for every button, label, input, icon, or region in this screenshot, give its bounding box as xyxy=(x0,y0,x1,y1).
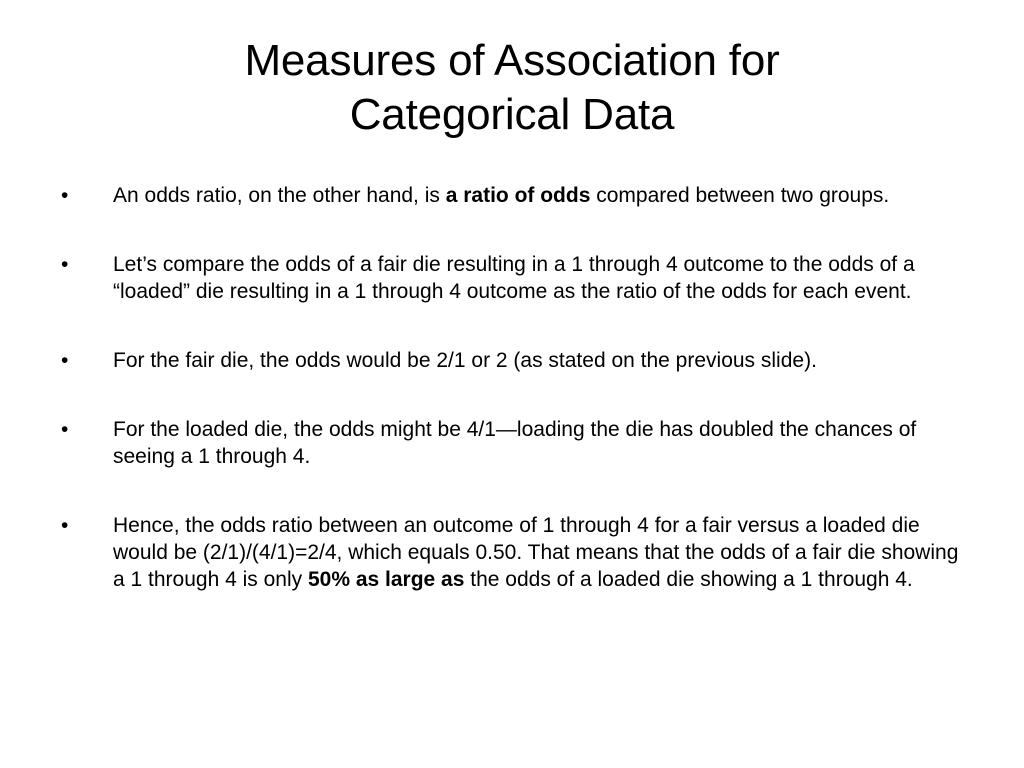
bullet-text xyxy=(113,514,958,591)
bullet-item-4 xyxy=(58,416,968,470)
slide-title xyxy=(110,34,914,142)
bullet-item-5 xyxy=(58,512,968,593)
bullet-text-segment: the odds of a loaded die showing a 1 through 4. xyxy=(464,568,913,591)
bullet-item-1 xyxy=(58,182,968,209)
bullet-bold-text: 50% as large as xyxy=(307,568,465,591)
bullet-point-icon: • xyxy=(61,514,69,537)
bullet-point-icon: • xyxy=(61,184,69,207)
bullet-text: For the fair die, the odds would be 2/1 or 2 (as stated on the previous slide). xyxy=(113,349,817,372)
bullet-text: Let’s compare the odds of a fair die resulting in a 1 through 4 outcome to the odds of a “loaded” die resulting in a 1 through 4 outcome as the ratio of the odds for each event. xyxy=(113,253,915,303)
bullet-bold-text: a ratio of odds xyxy=(445,184,591,207)
slide-title-line-2: Categorical Data xyxy=(349,90,675,139)
bullet-point-icon: • xyxy=(61,418,69,441)
bullet-list xyxy=(58,182,968,593)
bullet-text-segment: An odds ratio, on the other hand, is xyxy=(113,184,446,207)
slide-title-line-1: Measures of Association for xyxy=(244,36,780,85)
bullet-text-segment: Hence, the odds ratio between an outcome of 1 through 4 for a fair versus a loaded die would be (2/1)/(4/1)=2/4, which equals 0.50. That means that the odds of a fair die showing a 1 through 4 is only xyxy=(113,514,959,591)
bullet-text-segment: compared between two groups. xyxy=(590,184,890,207)
bullet-point-icon: • xyxy=(61,253,69,276)
bullet-text: For the loaded die, the odds might be 4/1—loading the die has doubled the chances of seeing a 1 through 4. xyxy=(113,418,917,468)
bullet-item-2 xyxy=(58,251,968,305)
bullet-text xyxy=(113,184,889,207)
bullet-point-icon: • xyxy=(61,349,69,372)
bullet-item-3 xyxy=(58,347,968,374)
